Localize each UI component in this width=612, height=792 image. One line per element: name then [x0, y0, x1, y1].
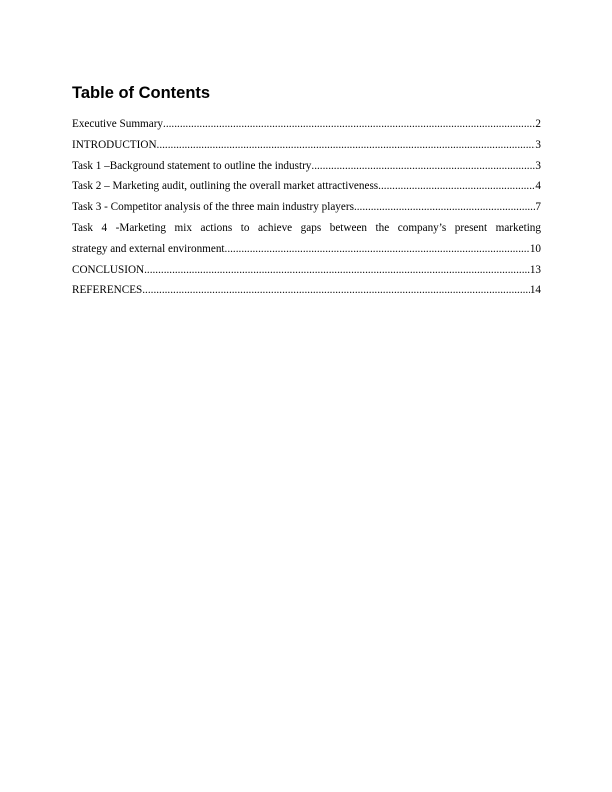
toc-entry-label: Executive Summary: [72, 118, 164, 130]
toc-entry-label: Task 2 – Marketing audit, outlining the overall market attractiveness.: [72, 180, 381, 193]
toc-entry-executive-summary[interactable]: [72, 114, 541, 135]
toc-page-number: 4: [535, 180, 541, 193]
toc-dot-leader: [144, 260, 530, 281]
toc-page-number: 2: [535, 118, 541, 130]
toc-entry-label: INTRODUCTION: [72, 138, 157, 151]
toc-dot-leader: [142, 280, 530, 301]
toc-page-number: 10: [529, 242, 541, 255]
toc-entry-task-2[interactable]: [72, 176, 541, 197]
toc-dot-leader: [357, 197, 536, 218]
toc-entry-label-line-1: Task 4 -Marketing mix actions to achieve gaps between the company’s present marketing: [72, 221, 541, 234]
toc-entry-task-4[interactable]: [72, 218, 541, 260]
toc-entry-label: Task 3 - Competitor analysis of the three main industry players.: [72, 201, 357, 214]
toc-page-number: 13: [529, 263, 541, 276]
toc-entry-task-3[interactable]: [72, 197, 541, 218]
toc-entry-label: REFERENCES: [72, 284, 143, 297]
toc-dot-leader: [157, 135, 536, 156]
toc-dot-leader: [311, 156, 535, 177]
toc-page-number: 14: [529, 284, 541, 297]
toc-page-number: 7: [535, 201, 541, 214]
toc-entry-label: Task 1 –Background statement to outline the industry: [72, 159, 312, 172]
toc-page-number: 3: [535, 159, 541, 172]
toc-entry-label-line-2: strategy and external environment: [72, 242, 225, 255]
toc-heading: Table of Contents: [72, 84, 211, 102]
toc-list: [72, 114, 541, 301]
toc-dot-leader: [225, 239, 530, 260]
toc-entry-conclusion[interactable]: [72, 260, 541, 281]
toc-entry-label: CONCLUSION: [72, 263, 145, 276]
toc-page-number: 3: [535, 138, 541, 151]
toc-dot-leader: [163, 114, 535, 135]
toc-entry-task-1[interactable]: [72, 156, 541, 177]
toc-dot-leader: [381, 176, 535, 197]
toc-entry-references[interactable]: [72, 280, 541, 301]
toc-entry-introduction[interactable]: [72, 135, 541, 156]
